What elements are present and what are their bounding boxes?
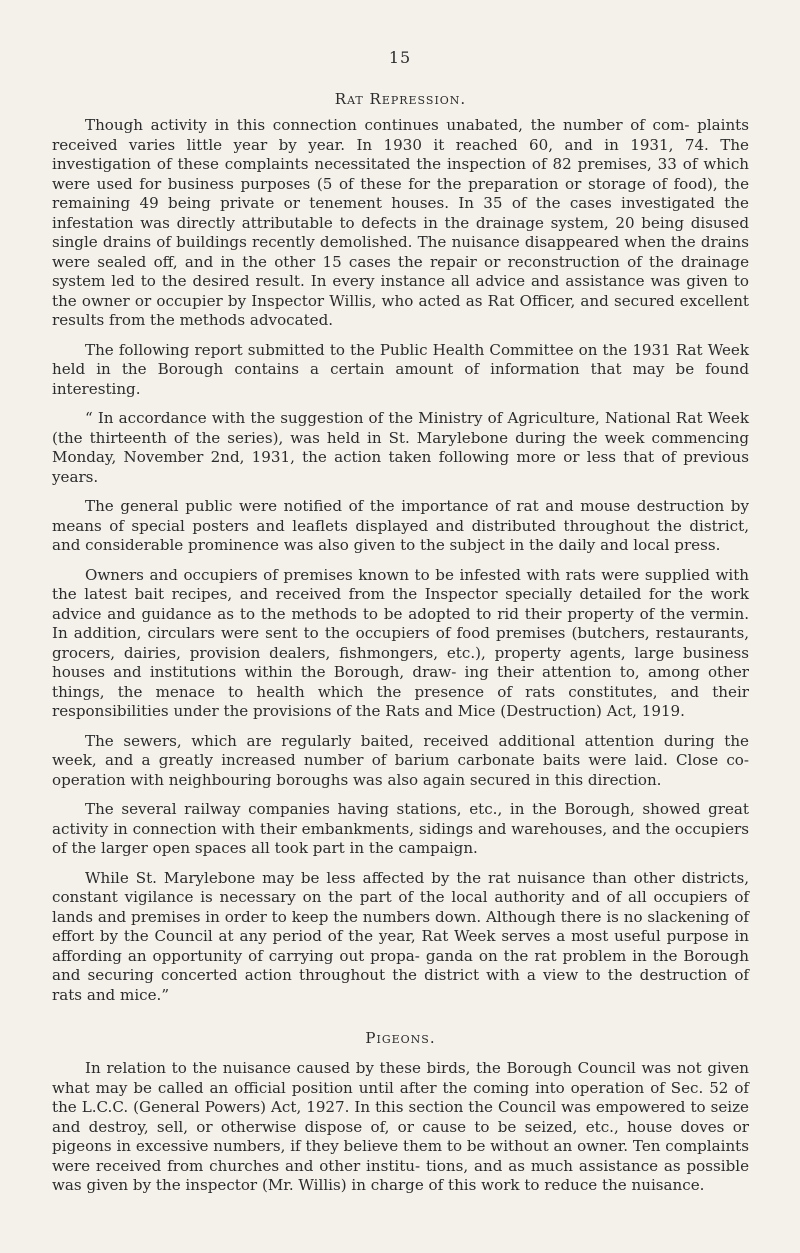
- rat-paragraph-complaints: Though activity in this connection continues unabated, the number of com- plaints received varies little year by year. In 1930 it reached 60, and in 1931, 74. The investigation of these complaints necessitated the inspection of 82 premises, 33 of which were used for business purposes (5 of these for the preparation or storage of food), the remaining 49 being private or tenement houses. In 35 of the cases investigated the infestation was directly attributable to defects in the drainage system, 20 being disused single drains of buildings recently demolished. The nuisance disappeared when the drains were sealed off, and in the other 15 cases the repair or reconstruction of the drainage system led to the desired result. In every instance all advice and assistance was given to the owner or occupier by Inspector Willis, who acted as Rat Officer, and secured excellent results from the methods advocated.: [52, 116, 749, 329]
- rat-paragraph-report-intro: The following report submitted to the Public Health Committee on the 1931 Rat Week held in the Borough contains a certain amount of information that may be found interesting.: [52, 340, 749, 398]
- rat-paragraph-rat-week: “ In accordance with the suggestion of the Ministry of Agriculture, National Rat Week (the thirteenth of the series), was held in St. Marylebone during the week commencing Monday, November 2nd, 1931, the action taken following more or less that of previous years.: [52, 409, 749, 486]
- section-heading-rat-repression: Rat Repression.: [334, 90, 467, 108]
- rat-paragraph-railways: The several railway companies having stations, etc., in the Borough, showed great activity in connection with their embankments, sidings and warehouses, and the occupiers of the larger open spaces all took part in the campaign.: [52, 800, 749, 857]
- pigeons-paragraph: In relation to the nuisance caused by these birds, the Borough Council was not given what may be called an official position until after the coming into operation of Sec. 52 of the L.C.C. (General Powers) Act, 1927. In this section the Council was empowered to seize and destroy, sell, or otherwise dispose of, or cause to be seized, etc., house doves or pigeons in excessive numbers, if they believe them to be without an owner. Ten complaints were received from churches and other institu- tions, and as much assistance as possible was given by the inspector (Mr. Willis) in charge of this work to reduce the nuisance.: [52, 1059, 749, 1194]
- page-number: 15: [388, 48, 412, 67]
- section-heading-pigeons: Pigeons.: [365, 1029, 436, 1047]
- rat-paragraph-owners-occupiers: Owners and occupiers of premises known to be infested with rats were supplied with the latest bait recipes, and received from the Inspector specially detailed for the work advice and guidance as to the methods to be adopted to rid their property of the vermin. In addition, circulars were sent to the occupiers of food premises (butchers, restaurants, grocers, dairies, provision dealers, fishmongers, etc.), property agents, large business houses and institutions within the Borough, draw- ing their attention to, among other things, the menace to health which the presence of rats constitutes, and their responsibilities under the provisions of the Rats and Mice (Destruction) Act, 1919.: [52, 565, 749, 720]
- rat-paragraph-public-notice: The general public were notified of the importance of rat and mouse destruction by means of special posters and leaflets displayed and distributed throughout the district, and considerable prominence was also given to the subject in the daily and local press.: [52, 497, 749, 554]
- rat-paragraph-vigilance: While St. Marylebone may be less affected by the rat nuisance than other districts, constant vigilance is necessary on the part of the local authority and of all occupiers of lands and premises in order to keep the numbers down. Although there is no slackening of effort by the Council at any period of the year, Rat Week serves a most useful purpose in affording an opportunity of carrying out propa- ganda on the rat problem in the Borough and securing concerted action throughout the district with a view to the destruction of rats and mice.”: [52, 868, 749, 1004]
- rat-paragraph-sewers: The sewers, which are regularly baited, received additional attention during the week, and a greatly increased number of barium carbonate baits were laid. Close co-operation with neighbouring boroughs was also again secured in this direction.: [52, 731, 749, 789]
- page-content: [52, 90, 749, 1206]
